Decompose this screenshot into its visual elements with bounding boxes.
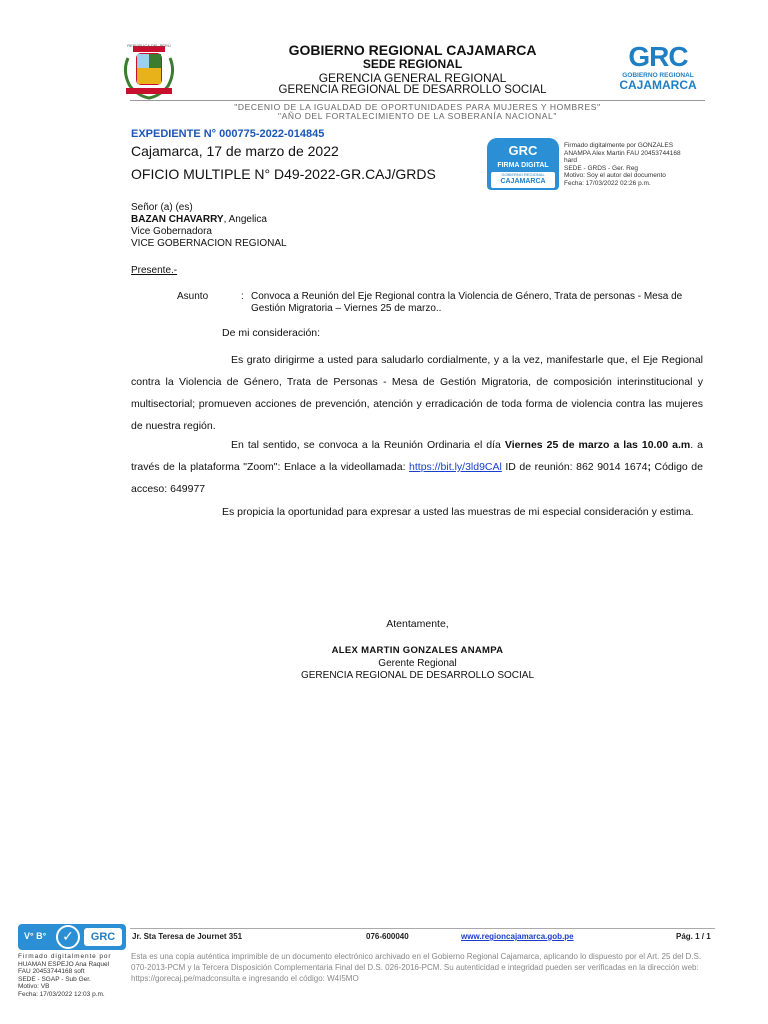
footer-authenticity-notice: Esta es una copia auténtica imprimible de un documento electrónico archivado en el Gobierno Regional Cajamarca, aplicando lo dispuesto por el Art. 25 del D.S. 070-2013-PCM y la Tercera Disposición Complementaria Final del D.S. 026-2016-PCM. Su autenticidad e integridad pueden ser verificadas en la dirección web: https://gorecaj.pe/madconsulta e ingresando el código: W4I5MO — [131, 952, 702, 983]
stamp-line2: CAJAMARCA — [500, 178, 546, 185]
grc-logo-line2: CAJAMARCA — [619, 78, 697, 92]
greeting: De mi consideración: — [222, 327, 321, 339]
header-subtitle: SEDE REGIONAL — [362, 57, 463, 71]
sig-line: Firmado digitalmente por GONZALES — [564, 142, 674, 149]
vb-sig-line: HUAMAN ESPEJO Ana Raquel — [18, 960, 110, 968]
vb-logo: GRC — [84, 928, 122, 946]
vb-label: V° B° — [24, 931, 47, 941]
signer-position: Gerente Regional — [378, 658, 457, 669]
header-title: GOBIERNO REGIONAL CAJAMARCA — [288, 42, 537, 58]
signature-metadata — [564, 142, 704, 187]
check-circle-icon: ✓ — [56, 925, 80, 949]
footer-page-number: Pág. 1 / 1 — [676, 932, 711, 941]
sig-line: ANAMPA Alex Martin FAU 20453744168 — [564, 149, 681, 157]
footer-divider — [130, 928, 715, 929]
access-code: Código de acceso: 649977 — [131, 461, 703, 495]
vb-sig-line: Firmado digitalmente por — [18, 953, 112, 960]
header-divider — [130, 100, 705, 101]
vb-sig-line: SEDE - SGAP - Sub Ger. — [18, 975, 91, 983]
stamp-letters: GRC — [508, 143, 538, 158]
recipient-surname: BAZAN CHAVARRY — [131, 214, 224, 225]
meeting-id: ID de reunión: 862 9014 1674 — [501, 461, 648, 473]
footer-phone: 076-600040 — [366, 932, 409, 941]
shield-caption: REPÚBLICA DEL PERÚ — [127, 43, 171, 48]
stamp-footer — [491, 172, 555, 188]
vb-sig-line: Fecha: 17/03/2022 12:03 p.m. — [18, 990, 105, 998]
p2-semicolon: ; — [647, 461, 651, 473]
paragraph-3: Es propicia la oportunidad para expresar a usted las muestras de mi especial consideración y estima. — [222, 506, 694, 518]
zoom-link[interactable]: https://bit.ly/3ld9CAl — [409, 461, 502, 473]
motto-ano: "AÑO DEL FORTALECIMIENTO DE LA SOBERANÍA NACIONAL" — [278, 111, 557, 121]
recipient-given-name: , Angelica — [223, 214, 267, 225]
recipient-name — [131, 214, 267, 225]
vb-stamp — [18, 924, 126, 950]
header-line4: GERENCIA REGIONAL DE DESARROLLO SOCIAL — [278, 84, 547, 96]
header-line3: GERENCIA GENERAL REGIONAL — [318, 71, 507, 85]
recipient-role: Vice Gobernadora — [131, 226, 212, 237]
p2-platform: . a través de la plataforma "Zoom": Enlace a la videollamada: — [131, 439, 703, 473]
grc-logo-line1: GOBIERNO REGIONAL — [622, 72, 694, 79]
presente: Presente.- — [131, 265, 178, 276]
document-date: Cajamarca, 17 de marzo de 2022 — [131, 143, 339, 159]
oficio-number: OFICIO MULTIPLE N° D49-2022-GR.CAJ/GRDS — [131, 166, 436, 182]
vb-sig-line: FAU 20453744168 soft — [18, 968, 85, 975]
sig-line: Motivo: Soy el autor del documento — [564, 172, 666, 179]
p2-intro: En tal sentido, se convoca a la Reunión Ordinaria el día — [231, 439, 505, 451]
recipient-salutation: Señor (a) (es) — [131, 202, 193, 213]
stamp-label: FIRMA DIGITAL — [497, 162, 549, 169]
sig-line: Fecha: 17/03/2022 02:26 p.m. — [564, 179, 651, 187]
grc-logo-letters: GRC — [628, 41, 688, 72]
coat-of-arms-logo — [118, 42, 180, 102]
subject-label: Asunto — [177, 291, 209, 302]
subject-text: Convoca a Reunión del Eje Regional contra la Violencia de Género, Trata de personas - Mesa de Gestión Migratoria – Viernes 25 de marzo.. — [251, 291, 683, 314]
paragraph-2 — [131, 434, 703, 500]
stamp-line1: GOBIERNO REGIONAL — [501, 172, 545, 177]
signer-department: GERENCIA REGIONAL DE DESARROLLO SOCIAL — [300, 670, 535, 681]
paragraph-1-text: Es grato dirigirme a usted para saludarlo cordialmente, y a la vez, manifestarle que, el Eje Regional contra la Violencia de Género, Trata de Personas - Mesa de Gestión Migratoria, de composición interinstitucional y multisectorial; promueven acciones de prevención, atención y erradicación de toda forma de violencia contra las mujeres de nuestra región. — [131, 354, 703, 432]
vb-sig-line: Motivo: VB — [18, 983, 50, 990]
sig-line: hard — [564, 157, 578, 164]
motto-decenio: "DECENIO DE LA IGUALDAD DE OPORTUNIDADES PARA MUJERES Y HOMBRES" — [234, 102, 601, 112]
subject-colon: : — [241, 291, 244, 302]
vb-signature-metadata — [18, 953, 126, 998]
recipient-office: VICE GOBERNACION REGIONAL — [131, 238, 287, 249]
footer-website[interactable]: www.regioncajamarca.gob.pe — [461, 932, 574, 941]
signer-name: ALEX MARTIN GONZALES ANAMPA — [331, 645, 504, 656]
digital-signature-stamp — [487, 138, 559, 190]
expediente-number: EXPEDIENTE N° 000775-2022-014845 — [131, 128, 325, 140]
sig-line: SEDE - GRDS - Ger. Reg — [564, 164, 639, 172]
grc-logo — [618, 42, 698, 98]
meeting-datetime: Viernes 25 de marzo a las 10.00 a.m — [504, 439, 691, 451]
paragraph-1 — [131, 349, 703, 437]
closing-regards: Atentamente, — [386, 618, 449, 630]
footer-address: Jr. Sta Teresa de Journet 351 — [132, 932, 243, 941]
